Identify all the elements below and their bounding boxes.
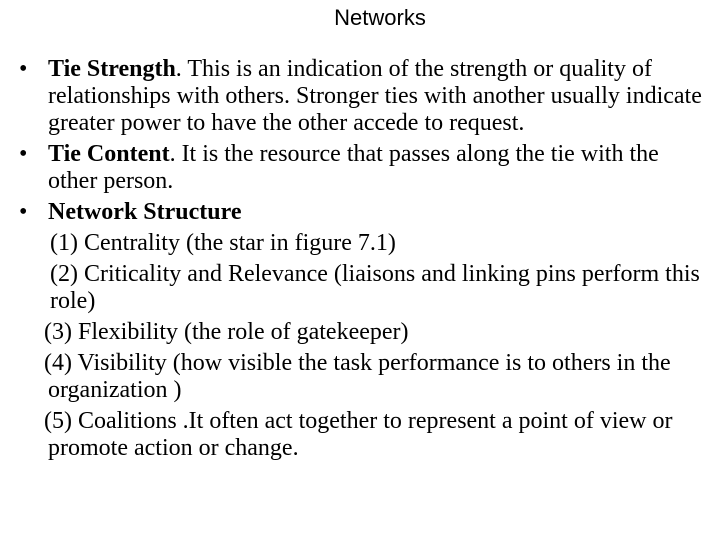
bullet-tie-content [19, 141, 708, 195]
bullet-dot: • [19, 56, 28, 82]
bullet-text: . This is an indication of the strength or quality of relationships with others. Stronger ties with another usually indicate greater power to have the other accede to request. [48, 56, 702, 136]
slide-content [19, 56, 708, 466]
bullet-tie-strength [19, 56, 708, 137]
sub-item-flexibility: (3) Flexibility (the role of gatekeeper) [44, 319, 409, 345]
sub-item-criticality: (2) Criticality and Relevance (liaisons and linking pins perform this role) [50, 261, 700, 314]
bullet-term: Tie Content [48, 141, 170, 167]
bullet-dot: • [19, 141, 28, 167]
sub-item-visibility: (4) Visibility (how visible the task performance is to others in the organization ) [44, 350, 671, 403]
bullet-term: Tie Strength [48, 56, 176, 82]
bullet-text: . It is the resource that passes along the tie with the other person. [48, 141, 659, 194]
bullet-term: Network Structure [48, 199, 242, 225]
sub-item-centrality: (1) Centrality (the star in figure 7.1) [50, 230, 396, 256]
bullet-network-structure [19, 199, 708, 462]
slide-title: Networks [334, 5, 426, 30]
bullet-dot: • [19, 199, 28, 225]
sub-item-coalitions: (5) Coalitions .It often act together to represent a point of view or promote action or change. [44, 408, 673, 461]
